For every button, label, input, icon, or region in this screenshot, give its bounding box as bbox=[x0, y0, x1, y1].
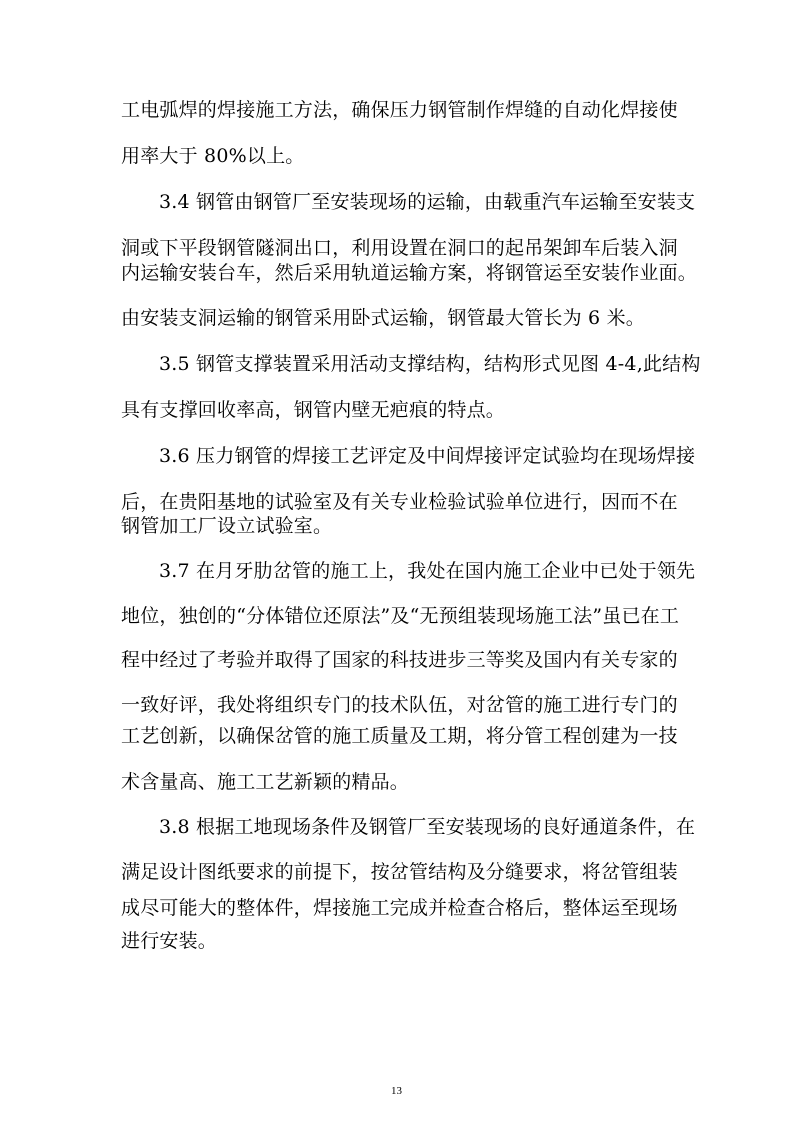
paragraph-line: 3.6 压力钢管的焊接工艺评定及中间焊接评定试验均在现场焊接 bbox=[159, 445, 696, 467]
paragraph-line: 内运输安装台车，然后采用轨道运输方案，将钢管运至安装作业面。 bbox=[121, 262, 698, 284]
paragraph-line: 一致好评，我处将组织专门的技术队伍，对岔管的施工进行专门的 bbox=[121, 694, 678, 716]
paragraph-line: 用率大于 80%以上。 bbox=[121, 145, 305, 167]
paragraph-line: 后，在贵阳基地的试验室及有关专业检验试验单位进行，因而不在 bbox=[121, 491, 678, 513]
paragraph-line: 地位，独创的“分体错位还原法”及“无预组装现场施工法”虽已在工 bbox=[121, 605, 680, 627]
paragraph-line: 术含量高、施工工艺新颖的精品。 bbox=[121, 771, 410, 793]
paragraph-line: 满足设计图纸要求的前提下，按岔管结构及分缝要求，将岔管组装 bbox=[121, 861, 678, 883]
paragraph-line: 3.5 钢管支撑装置采用活动支撑结构，结构形式见图 4-4,此结构 bbox=[159, 353, 701, 375]
paragraph-line: 具有支撑回收率高，钢管内壁无疤痕的特点。 bbox=[121, 399, 506, 421]
paragraph-line: 进行安装。 bbox=[121, 930, 218, 952]
paragraph-line: 3.7 在月牙肋岔管的施工上，我处在国内施工企业中已处于领先 bbox=[159, 560, 696, 582]
paragraph-line: 成尽可能大的整体件，焊接施工完成并检查合格后，整体运至现场 bbox=[121, 897, 678, 919]
paragraph-line: 3.4 钢管由钢管厂至安装现场的运输，由载重汽车运输至安装支 bbox=[159, 191, 696, 213]
paragraph-line: 3.8 根据工地现场条件及钢管厂至安装现场的良好通道条件，在 bbox=[159, 816, 696, 838]
paragraph-line: 工电弧焊的焊接施工方法，确保压力钢管制作焊缝的自动化焊接使 bbox=[121, 99, 678, 121]
paragraph-line: 程中经过了考验并取得了国家的科技进步三等奖及国内有关专家的 bbox=[121, 649, 678, 671]
paragraph-line: 钢管加工厂设立试验室。 bbox=[121, 515, 333, 537]
paragraph-line: 由安装支洞运输的钢管采用卧式运输，钢管最大管长为 6 米。 bbox=[121, 307, 645, 329]
paragraph-line: 工艺创新，以确保岔管的施工质量及工期，将分管工程创建为一技 bbox=[121, 725, 678, 747]
paragraph-line: 洞或下平段钢管隧洞出口，利用设置在洞口的起吊架卸车后装入洞 bbox=[121, 237, 678, 259]
page-number: 13 bbox=[391, 1085, 402, 1097]
